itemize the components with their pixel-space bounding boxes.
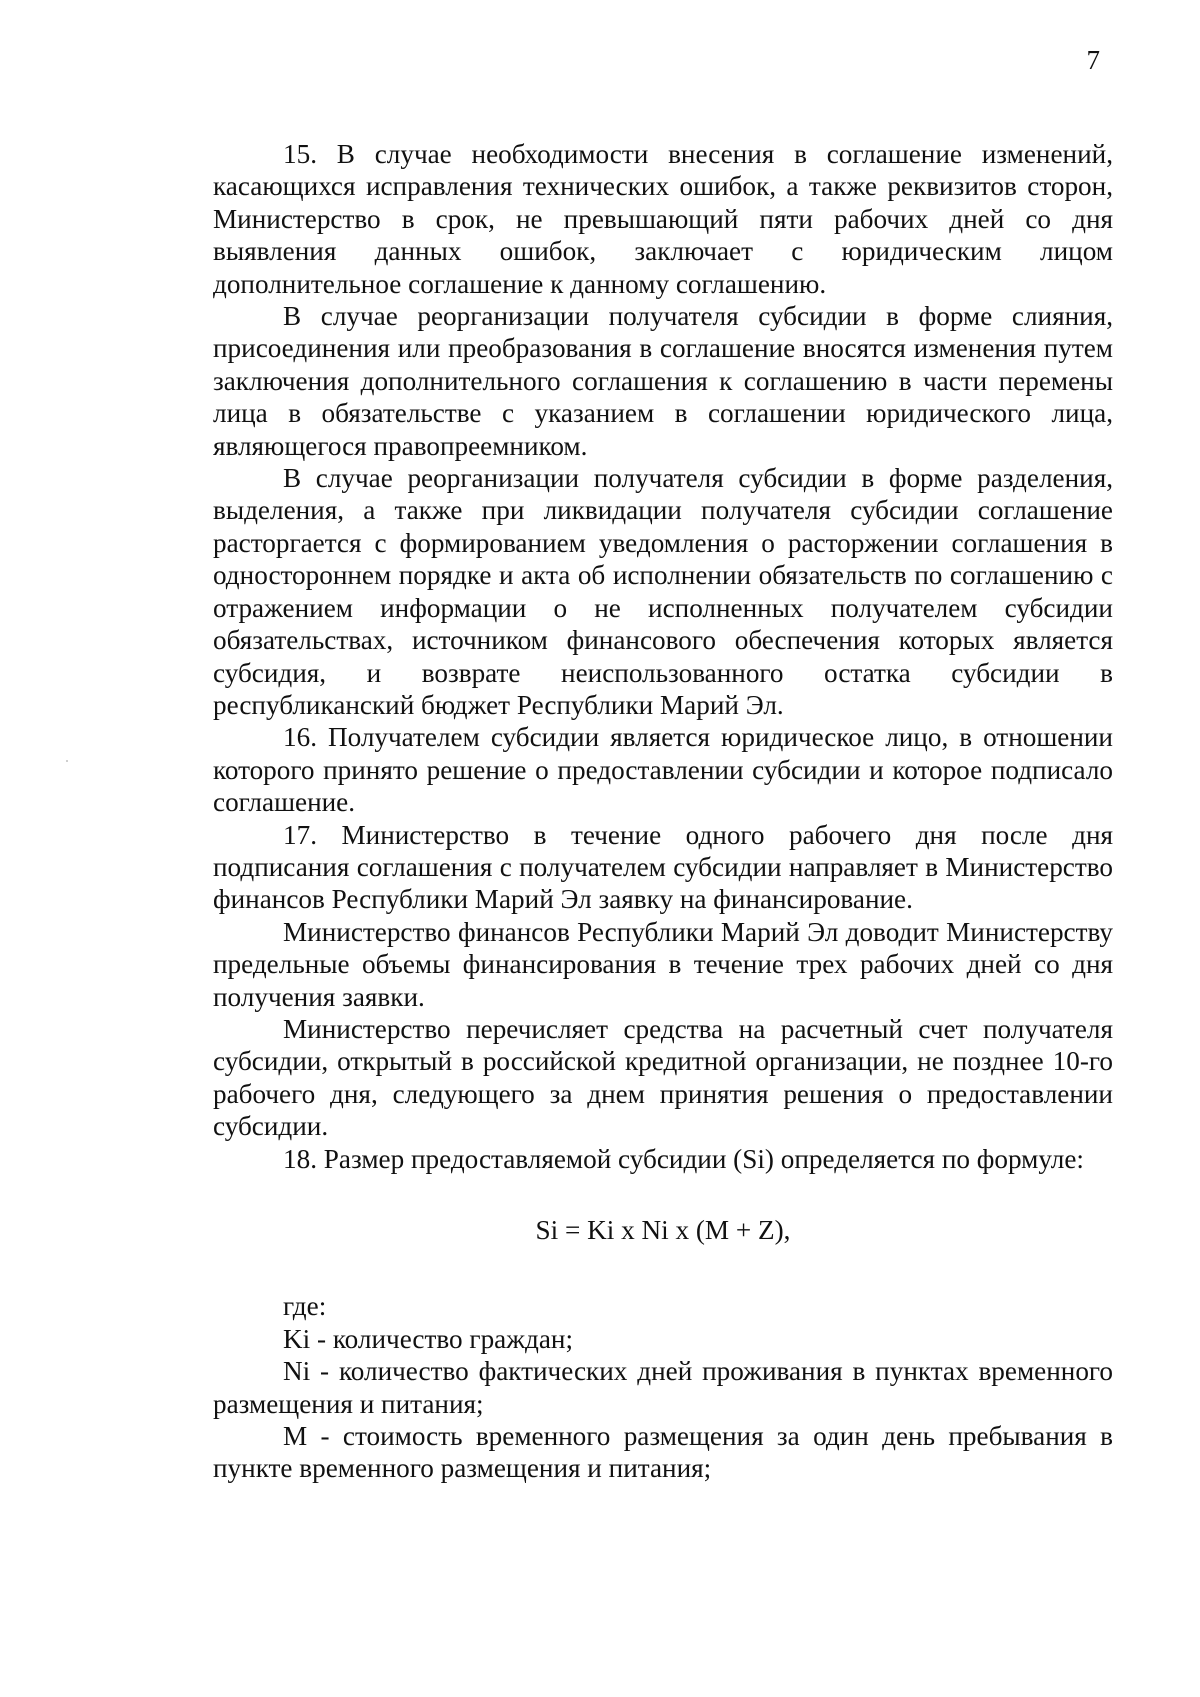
definition-ni: Ni - количество фактических дней проживания в пунктах временного размещения и питания; bbox=[213, 1356, 1113, 1419]
scan-artifact bbox=[66, 760, 68, 762]
paragraph-16: 16. Получателем субсидии является юридическое лицо, в отношении которого принято решение о предоставлении субсидии и которое подписало соглашение. bbox=[213, 722, 1113, 818]
where-label: где: bbox=[283, 1291, 327, 1322]
subsidy-formula: Si = Ki x Ni x (M + Z), bbox=[535, 1215, 791, 1245]
page-number: 7 bbox=[1086, 45, 1100, 75]
paragraph-finance-ministry: Министерство финансов Республики Марий Эл доводит Министерству предельные объемы финансирования в течение трех рабочих дней со дня получения заявки. bbox=[213, 916, 1113, 1012]
document-body bbox=[213, 138, 1113, 1485]
paragraph-18: 18. Размер предоставляемой субсидии (Si) определяется по формуле: bbox=[283, 1143, 1084, 1174]
definition-m: M - стоимость временного размещения за один день пребывания в пункте временного размещения и питания; bbox=[213, 1421, 1113, 1484]
paragraph-reorganization-merger: В случае реорганизации получателя субсидии в форме слияния, присоединения или преобразования в соглашение вносятся изменения путем заключения дополнительного соглашения к соглашению в части перемены лица в обязательстве с указанием в соглашении юридического лица, являющегося правопреемником. bbox=[213, 301, 1113, 461]
paragraph-transfer: Министерство перечисляет средства на расчетный счет получателя субсидии, открытый в российской кредитной организации, не позднее 10-го рабочего дня, следующего за днем принятия решения о предоставлении субсидии. bbox=[213, 1013, 1113, 1142]
paragraph-reorganization-division: В случае реорганизации получателя субсидии в форме разделения, выделения, а также при ликвидации получателя субсидии соглашение расторгается с формированием уведомления о расторжении соглашения в одностороннем порядке и акта об исполнении обязательств по соглашению с отражением информации о не исполненных получателем субсидии обязательствах, источником финансового обеспечения которых является субсидия, и возврате неиспользованного остатка субсидии в республиканский бюджет Республики Марий Эл. bbox=[213, 463, 1113, 720]
paragraph-15: 15. В случае необходимости внесения в соглашение изменений, касающихся исправления технических ошибок, а также реквизитов сторон, Министерство в срок, не превышающий пяти рабочих дней со дня выявления данных ошибок, заключает с юридическим лицом дополнительное соглашение к данному соглашению. bbox=[213, 139, 1113, 299]
paragraph-17: 17. Министерство в течение одного рабочего дня после дня подписания соглашения с получателем субсидии направляет в Министерство финансов Республики Марий Эл заявку на финансирование. bbox=[213, 819, 1113, 915]
definition-ki: Ki - количество граждан; bbox=[283, 1323, 574, 1354]
